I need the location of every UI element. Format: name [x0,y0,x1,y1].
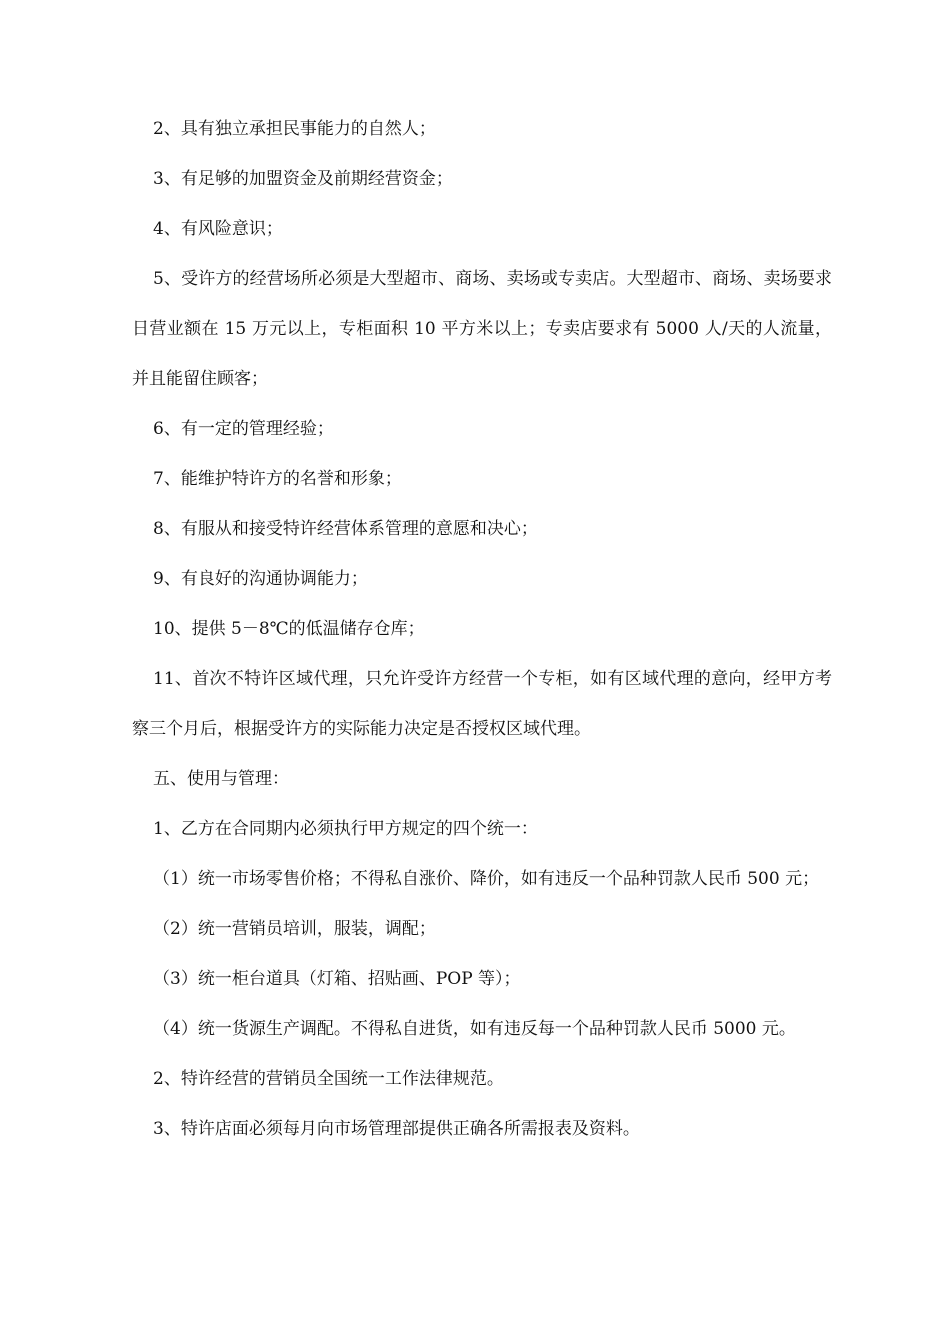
paragraph-requirement-8: 8、有服从和接受特许经营体系管理的意愿和决心； [153,519,538,539]
paragraph-usage-1-item-1: （1）统一市场零售价格；不得私自涨价、降价，如有违反一个品种罚款人民币 500 元； [153,869,820,889]
paragraph-requirement-6: 6、有一定的管理经验； [153,419,334,439]
paragraph-requirement-10: 10、提供 5－8℃的低温储存仓库； [153,619,425,639]
paragraph-requirement-9: 9、有良好的沟通协调能力； [153,569,368,589]
paragraph-requirement-3: 3、有足够的加盟资金及前期经营资金； [153,169,453,189]
document-body [132,104,832,1154]
paragraph-usage-2: 2、特许经营的营销员全国统一工作法律规范。 [153,1069,504,1089]
paragraph-usage-3: 3、特许店面必须每月向市场管理部提供正确各所需报表及资料。 [153,1119,640,1139]
paragraph-requirement-5: 5、受许方的经营场所必须是大型超市、商场、卖场或专卖店。大型超市、商场、卖场要求日营业额在 15 万元以上，专柜面积 10 平方米以上；专卖店要求有 5000 人/天的人流量，并且能留住顾客； [132,269,832,389]
paragraph-usage-1-item-4: （4）统一货源生产调配。不得私自进货，如有违反每一个品种罚款人民币 5000 元。 [153,1019,796,1039]
paragraph-usage-1-item-3: （3）统一柜台道具（灯箱、招贴画、POP 等）； [153,969,521,989]
paragraph-usage-1-item-2: （2）统一营销员培训，服装，调配； [153,919,436,939]
paragraph-requirement-7: 7、能维护特许方的名誉和形象； [153,469,402,489]
section-heading-usage-management: 五、使用与管理： [153,769,289,789]
paragraph-requirement-4: 4、有风险意识； [153,219,283,239]
paragraph-requirement-11: 11、首次不特许区域代理，只允许受许方经营一个专柜，如有区域代理的意向，经甲方考察三个月后，根据受许方的实际能力决定是否授权区域代理。 [132,669,832,739]
paragraph-requirement-2: 2、具有独立承担民事能力的自然人； [153,119,436,139]
paragraph-usage-1: 1、乙方在合同期内必须执行甲方规定的四个统一： [153,819,538,839]
